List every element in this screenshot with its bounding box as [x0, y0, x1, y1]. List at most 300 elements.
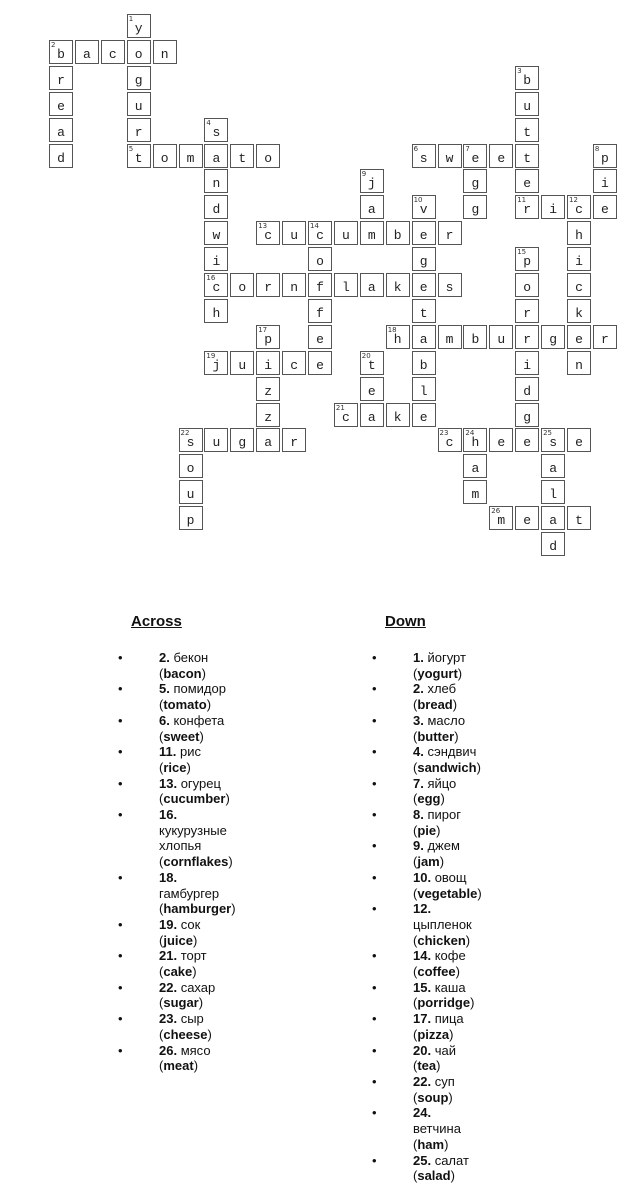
cell-letter: j: [367, 176, 376, 192]
grid-cell: [463, 454, 487, 478]
cell-letter: u: [341, 228, 350, 244]
cell-letter: r: [523, 202, 532, 218]
cell-letter: h: [471, 435, 480, 451]
clue-item: • 15. каша (porridge): [372, 979, 475, 1011]
grid-cell: [515, 169, 539, 193]
grid-cell: [256, 273, 280, 297]
grid-cell: [49, 118, 73, 142]
cell-letter: e: [57, 98, 65, 114]
clue-item: • 4. сэндвич (sandwich): [372, 744, 481, 775]
cell-letter: e: [497, 150, 506, 166]
grid-cell: [179, 506, 203, 530]
cell-letter: i: [523, 357, 532, 373]
clue-english: porridge: [417, 995, 471, 1011]
clue-english: cornflakes: [163, 854, 229, 870]
clue-number: 12.: [413, 901, 432, 917]
grid-cell: [515, 66, 539, 90]
cell-letter: w: [212, 228, 221, 244]
clue-russian: сахар (: [159, 979, 216, 1011]
clue-english: sweet: [163, 728, 200, 744]
grid-cell: [541, 195, 565, 219]
bullet-icon: •: [372, 650, 377, 665]
bullet-icon: •: [118, 979, 123, 995]
clue-english: salad: [417, 1168, 451, 1184]
clue-russian: торт (: [159, 948, 207, 980]
grid-cell: [204, 169, 228, 193]
cell-letter: a: [549, 513, 557, 529]
grid-cell: [204, 351, 228, 375]
clue-russian: огурец (: [159, 775, 221, 807]
cell-letter: g: [419, 254, 428, 270]
clue-russian: конфета (: [159, 712, 225, 744]
cell-letter: e: [523, 513, 532, 529]
cell-letter: t: [523, 124, 532, 140]
clue-english: rice: [163, 759, 187, 775]
cell-letter: e: [419, 280, 428, 295]
cell-letter: b: [419, 357, 428, 373]
cell-letter: b: [523, 72, 532, 88]
grid-cell: [153, 144, 177, 168]
bullet-icon: •: [372, 1011, 377, 1027]
cell-letter: o: [238, 280, 247, 295]
cell-letter: a: [57, 124, 65, 140]
clue-number: 23.: [159, 1011, 178, 1027]
cell-letter: d: [549, 539, 557, 554]
across-heading: Across: [131, 613, 182, 630]
bullet-icon: •: [118, 807, 123, 823]
cell-letter: e: [471, 150, 480, 166]
clue-number: 11.: [159, 744, 177, 760]
clue-number: 2.: [159, 650, 170, 665]
grid-cell: [334, 273, 358, 297]
cell-letter: m: [497, 513, 506, 529]
grid-cell: [127, 66, 151, 90]
cell-number: 26: [491, 507, 501, 516]
cell-letter: f: [316, 280, 324, 295]
grid-cell: [438, 144, 462, 168]
cell-letter: n: [575, 357, 583, 373]
bullet-icon: •: [372, 1105, 377, 1121]
clue-number: 17.: [413, 1011, 432, 1027]
clue-english: ham: [417, 1136, 445, 1152]
cell-letter: b: [57, 46, 65, 62]
clue-russian: гамбургер (: [159, 885, 220, 917]
grid-cell: [360, 273, 384, 297]
grid-cell: [412, 299, 436, 323]
clue-english: cake: [163, 964, 193, 980]
cell-letter: c: [264, 228, 273, 244]
cell-letter: e: [497, 435, 506, 451]
grid-cell: [49, 144, 73, 168]
cell-letter: i: [549, 202, 557, 218]
cell-letter: u: [186, 487, 195, 503]
grid-cell: [127, 40, 151, 64]
down-heading: Down: [385, 613, 426, 630]
clue-english: tomato: [163, 697, 207, 713]
grid-cell: [360, 221, 384, 245]
grid-cell: [360, 377, 384, 401]
cell-number: 6: [413, 144, 419, 153]
clue-english: bacon: [163, 665, 202, 681]
grid-cell: [412, 195, 436, 219]
grid-cell: [489, 325, 513, 349]
clue-item: • 8. пирог (pie): [372, 807, 461, 838]
grid-cell: [49, 66, 73, 90]
bullet-icon: •: [118, 681, 123, 697]
clue-number: 21.: [159, 948, 178, 964]
clue-english: butter: [417, 728, 455, 744]
clue-english: yogurt: [417, 665, 458, 681]
grid-cell: [256, 221, 280, 245]
bullet-icon: •: [372, 681, 377, 697]
grid-cell: [127, 92, 151, 116]
clue-russian: кофе (: [413, 948, 466, 980]
grid-cell: [101, 40, 125, 64]
bullet-icon: •: [372, 775, 377, 791]
cell-number: 12: [569, 196, 578, 205]
clue-russian: сэндвич (: [413, 744, 477, 775]
clue-item: • 14. кофе (coffee): [372, 948, 466, 980]
bullet-icon: •: [372, 869, 377, 885]
grid-cell: [256, 144, 280, 168]
bullet-icon: •: [372, 1042, 377, 1058]
grid-cell: [386, 325, 410, 349]
grid-cell: [515, 377, 539, 401]
clue-english: soup: [417, 1089, 449, 1105]
clue-russian: ветчина (: [413, 1121, 461, 1152]
grid-cell: [153, 40, 177, 64]
cell-letter: g: [471, 176, 480, 192]
clue-number: 22.: [159, 979, 178, 995]
grid-cell: [412, 273, 436, 297]
clue-english: pie: [417, 822, 437, 838]
clue-number: 20.: [413, 1042, 432, 1058]
grid-cell: [463, 169, 487, 193]
grid-cell: [179, 144, 203, 168]
grid-cell: [515, 351, 539, 375]
clue-russian: пица (: [413, 1011, 464, 1042]
clue-item: • 23. сыр (cheese): [118, 1011, 212, 1042]
grid-cell: [256, 325, 280, 349]
cell-number: 22: [180, 429, 190, 438]
cell-letter: n: [160, 46, 169, 62]
clue-number: 3.: [413, 712, 424, 728]
clue-english: jam: [417, 854, 440, 870]
grid-cell: [256, 377, 280, 401]
clue-item: • 19. сок (juice): [118, 916, 201, 948]
cell-letter: c: [108, 46, 117, 62]
clue-english: tea: [417, 1058, 437, 1074]
cell-letter: s: [445, 280, 454, 295]
grid-cell: [386, 273, 410, 297]
cell-letter: k: [393, 280, 402, 295]
clue-number: 22.: [413, 1073, 432, 1089]
cell-letter: o: [186, 461, 195, 477]
grid-cell: [567, 195, 591, 219]
clue-item: • 5. помидор (tomato): [118, 681, 226, 713]
clue-item: • 17. пица (pizza): [372, 1011, 464, 1042]
cell-number: 11: [517, 196, 527, 205]
grid-cell: [515, 118, 539, 142]
cell-number: 13: [258, 222, 268, 231]
clue-item: • 22. суп (soup): [372, 1073, 455, 1105]
cell-letter: t: [238, 150, 247, 166]
cell-letter: w: [445, 150, 454, 166]
grid-cell: [489, 428, 513, 452]
grid-cell: [412, 351, 436, 375]
grid-cell: [334, 221, 358, 245]
cell-number: 21: [335, 403, 345, 412]
grid-cell: [204, 428, 228, 452]
cell-letter: r: [57, 72, 65, 88]
cell-number: 3: [517, 66, 522, 75]
grid-cell: [412, 377, 436, 401]
cell-letter: u: [290, 228, 298, 244]
grid-cell: [515, 144, 539, 168]
clue-russian: цыпленок (: [413, 916, 472, 948]
grid-cell: [567, 247, 591, 271]
grid-cell: [204, 247, 228, 271]
clue-english: pizza: [417, 1026, 450, 1042]
clue-russian: яйцо (: [413, 775, 457, 807]
clue-russian: рис (: [159, 744, 201, 775]
cell-number: 5: [128, 144, 134, 153]
grid-cell: [204, 118, 228, 142]
grid-cell: [204, 221, 228, 245]
grid-cell: [204, 195, 228, 219]
cell-letter: j: [212, 357, 221, 373]
grid-cell: [515, 325, 539, 349]
cell-letter: d: [57, 150, 65, 166]
cell-letter: g: [471, 202, 480, 218]
clue-number: 14.: [413, 948, 432, 964]
clue-item: • 24. ветчина (ham): [372, 1105, 461, 1152]
cell-number: 14: [310, 222, 319, 231]
clue-item: • 7. яйцо (egg): [372, 775, 457, 807]
grid-cell: [386, 221, 410, 245]
cell-letter: c: [212, 280, 221, 295]
grid-cell: [230, 144, 254, 168]
cell-number: 24: [465, 429, 475, 438]
grid-cell: [463, 428, 487, 452]
cell-letter: a: [471, 461, 480, 477]
clue-number: 15.: [413, 979, 432, 995]
cell-letter: i: [212, 254, 221, 270]
grid-cell: [541, 480, 565, 504]
cell-number: 9: [361, 170, 367, 179]
grid-cell: [75, 40, 99, 64]
clue-number: 24.: [413, 1105, 432, 1121]
cell-letter: r: [134, 124, 143, 140]
cell-letter: u: [523, 98, 532, 114]
grid-cell: [463, 480, 487, 504]
clue-russian: джем (: [413, 838, 460, 870]
clue-item: • 25. салат (salad): [372, 1152, 469, 1184]
clue-number: 1.: [413, 650, 424, 665]
cell-number: 7: [465, 144, 470, 153]
clue-item: • 21. торт (cake): [118, 948, 207, 980]
down-clues: [372, 612, 482, 1184]
clue-item: • 20. чай (tea): [372, 1042, 456, 1074]
clue-english: cucumber: [163, 791, 226, 807]
cell-letter: o: [264, 150, 273, 166]
cell-letter: t: [134, 150, 143, 166]
cell-letter: i: [600, 176, 609, 192]
grid-cell: [567, 351, 591, 375]
cell-letter: c: [575, 280, 583, 295]
grid-cell: [515, 403, 539, 427]
clue-english: bread: [417, 697, 453, 713]
cell-letter: e: [600, 202, 609, 218]
grid-cell: [179, 480, 203, 504]
clue-russian: сок (: [159, 916, 201, 948]
cell-number: 10: [413, 196, 423, 205]
cell-letter: p: [186, 513, 195, 529]
grid-cell: [412, 247, 436, 271]
cell-letter: a: [419, 331, 428, 347]
cell-letter: l: [549, 487, 557, 503]
cell-letter: o: [316, 254, 324, 270]
clue-russian: овощ (: [413, 869, 467, 901]
clue-english: sugar: [163, 995, 199, 1011]
clue-number: 8.: [413, 807, 424, 823]
cell-letter: p: [264, 331, 273, 347]
cell-letter: z: [264, 383, 273, 399]
cell-letter: a: [367, 202, 376, 218]
cell-letter: a: [367, 280, 376, 295]
clue-item: • 26. мясо (meat): [118, 1042, 211, 1074]
cell-letter: r: [523, 305, 532, 321]
clue-item: • 2. бекон (bacon): [118, 650, 209, 681]
bullet-icon: •: [118, 916, 123, 932]
clue-item: • 18. гамбургер (hamburger): [118, 869, 236, 917]
clue-russian: хлеб (: [413, 681, 457, 713]
clue-number: 5.: [159, 681, 170, 697]
cell-letter: a: [264, 435, 273, 451]
clue-number: 9.: [413, 838, 424, 854]
cell-letter: r: [523, 331, 532, 347]
clue-item: • 9. джем (jam): [372, 838, 460, 870]
clue-english: cheese: [163, 1026, 208, 1042]
clue-number: 18.: [159, 869, 178, 885]
grid-cell: [567, 273, 591, 297]
grid-cell: [282, 221, 306, 245]
bullet-icon: •: [372, 901, 377, 917]
cell-number: 2: [51, 40, 56, 49]
cell-number: 15: [517, 248, 527, 257]
grid-cell: [412, 221, 436, 245]
grid-cell: [308, 325, 332, 349]
cell-letter: s: [549, 435, 557, 451]
grid-cell: [515, 428, 539, 452]
clue-item: • 1. йогурт (yogurt): [372, 650, 466, 681]
grid-cell: [308, 351, 332, 375]
cell-letter: e: [523, 176, 532, 192]
grid-cell: [360, 195, 384, 219]
cell-letter: b: [471, 331, 480, 347]
clue-russian: пирог (: [413, 807, 461, 838]
cell-letter: t: [523, 150, 532, 166]
grid-cell: [515, 92, 539, 116]
clue-russian: бекон (: [159, 650, 209, 681]
grid-cell: [593, 325, 617, 349]
cell-letter: n: [212, 176, 221, 192]
cell-letter: a: [549, 461, 557, 477]
cell-letter: z: [264, 409, 273, 425]
grid-cell: [230, 273, 254, 297]
grid-cell: [438, 325, 462, 349]
grid-cell: [334, 403, 358, 427]
grid-cell: [515, 273, 539, 297]
clue-english: chicken: [417, 932, 466, 948]
cell-letter: m: [445, 331, 454, 347]
bullet-icon: •: [118, 775, 123, 791]
clue-number: 19.: [159, 916, 178, 932]
grid-cell: [204, 273, 228, 297]
grid-cell: [230, 428, 254, 452]
grid-cell: [567, 325, 591, 349]
cell-number: 23: [439, 429, 449, 438]
cell-letter: l: [419, 383, 428, 399]
cell-number: 19: [206, 351, 216, 360]
clue-item: • 2. хлеб (bread): [372, 681, 458, 713]
grid-cell: [593, 195, 617, 219]
grid-cell: [282, 273, 306, 297]
grid-cell: [49, 92, 73, 116]
grid-cell: [127, 118, 151, 142]
clue-item: • 22. сахар (sugar): [118, 979, 216, 1011]
clue-item: • 16. кукурузные хлопья (cornflakes): [118, 807, 233, 870]
bullet-icon: •: [118, 650, 123, 665]
cell-letter: b: [393, 228, 402, 244]
cell-letter: y: [134, 21, 143, 36]
grid-cell: [179, 428, 203, 452]
grid-cell: [360, 403, 384, 427]
clue-russian: каша (: [413, 979, 466, 1011]
clue-english: egg: [417, 791, 441, 807]
clue-russian: масло (: [413, 712, 466, 744]
clue-item: • 10. овощ (vegetable): [372, 869, 482, 901]
grid-cell: [256, 403, 280, 427]
clue-item: • 11. рис (rice): [118, 744, 201, 775]
grid-cell: [412, 403, 436, 427]
cell-letter: e: [316, 331, 324, 347]
clue-item: • 6. конфета (sweet): [118, 712, 225, 744]
cell-letter: e: [419, 228, 428, 244]
cell-letter: s: [212, 124, 221, 140]
across-clues: [118, 612, 236, 1074]
grid-cell: [593, 169, 617, 193]
grid-cell: [127, 144, 151, 168]
cell-letter: l: [341, 280, 350, 295]
cell-number: 18: [387, 325, 397, 334]
cell-letter: n: [290, 280, 298, 295]
clue-item: • 3. масло (butter): [372, 712, 466, 744]
grid-cell: [567, 506, 591, 530]
across-clue-list: [118, 650, 236, 1074]
grid-cell: [386, 403, 410, 427]
cell-letter: a: [367, 409, 376, 425]
cell-number: 16: [206, 274, 216, 282]
clue-russian: кукурузные хлопья (: [159, 822, 227, 870]
grid-cell: [489, 506, 513, 530]
grid-cell: [515, 506, 539, 530]
cell-letter: k: [393, 409, 402, 425]
cell-letter: p: [523, 254, 532, 270]
cell-letter: m: [367, 228, 376, 244]
grid-cell: [308, 299, 332, 323]
clue-russian: чай (: [413, 1042, 456, 1074]
